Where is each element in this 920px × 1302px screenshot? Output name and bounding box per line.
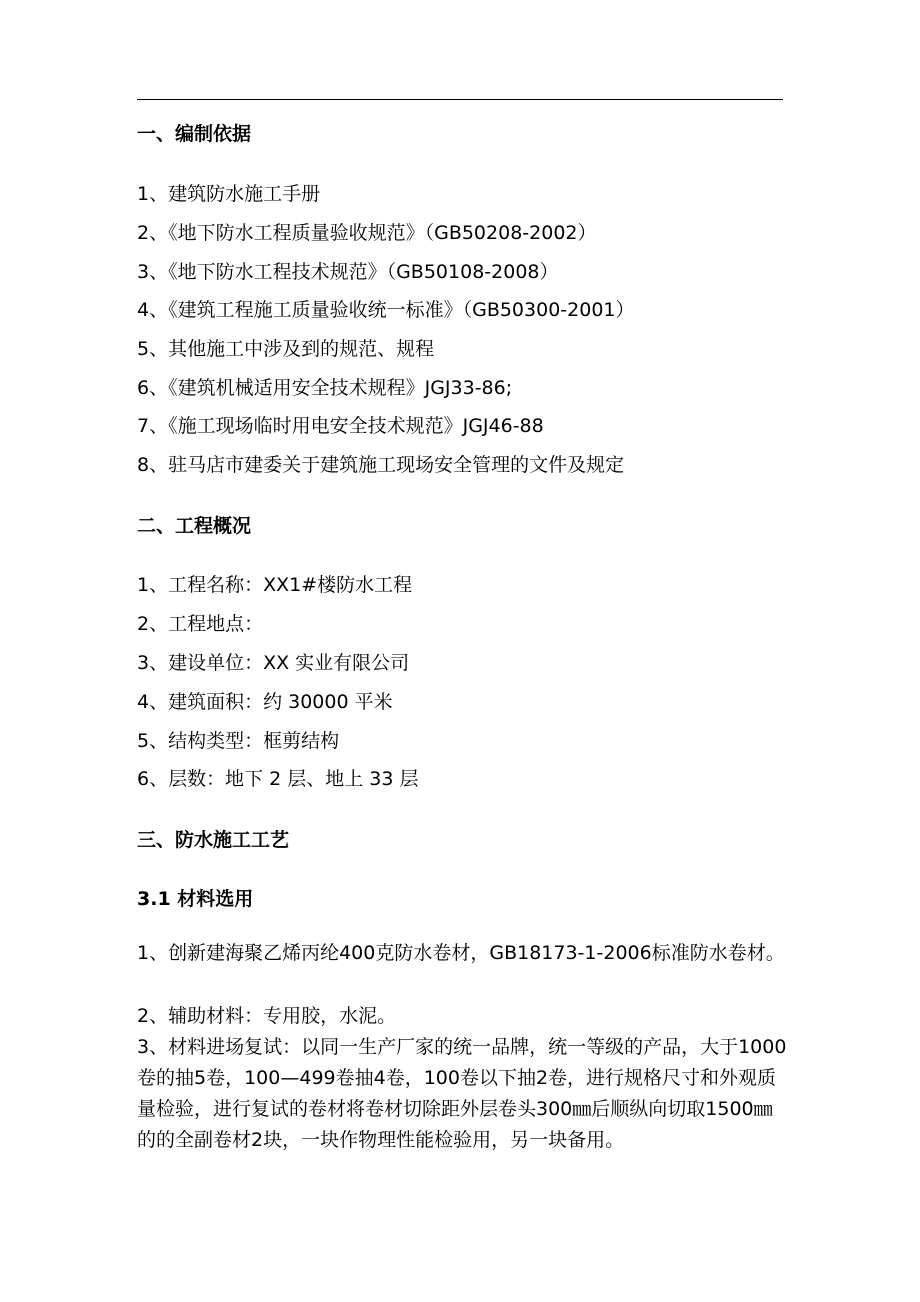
list-item: 6、《建筑机械适用安全技术规程》JGJ33-86; [137, 377, 513, 399]
paragraph: 1、创新建海聚乙烯丙纶400克防水卷材，GB18173-1-2006标准防水卷材。 [137, 942, 785, 964]
section-heading-overview: 二、工程概况 [137, 515, 252, 537]
sub-heading-materials: 3.1 材料选用 [137, 888, 254, 910]
section-heading-process: 三、防水施工工艺 [137, 829, 290, 851]
list-item: 5、其他施工中涉及到的规范、规程 [137, 338, 435, 360]
list-item: 8、驻马店市建委关于建筑施工现场安全管理的文件及规定 [137, 454, 625, 476]
list-item: 5、结构类型：框剪结构 [137, 730, 340, 752]
list-item: 3、《地下防水工程技术规范》（GB50108-2008） [137, 261, 559, 283]
section-heading-basis: 一、编制依据 [137, 123, 252, 145]
list-item: 2、《地下防水工程质量验收规范》（GB50208-2002） [137, 222, 597, 244]
list-item: 3、建设单位：XX 实业有限公司 [137, 652, 410, 674]
list-item: 6、层数：地下 2 层、地上 33 层 [137, 768, 419, 790]
list-item: 4、建筑面积：约 30000 平米 [137, 691, 393, 713]
list-item: 7、《施工现场临时用电安全技术规范》JGJ46-88 [137, 415, 544, 437]
list-item: 1、建筑防水施工手册 [137, 183, 321, 205]
list-item: 1、工程名称：XX1#楼防水工程 [137, 574, 413, 596]
paragraph: 3、材料进场复试：以同一生产厂家的统一品牌，统一等级的产品，大于1000卷的抽5卷，100—499卷抽4卷，100卷以下抽2卷，进行规格尺寸和外观质量检验，进行复试的卷材将卷材切除距外层卷头300㎜后顺纵向切取1500㎜的的全副卷材2块，一块作物理性能检验用，另一块备用。 [137, 1036, 787, 1151]
header-rule [137, 99, 783, 100]
list-item: 2、工程地点： [137, 613, 264, 635]
list-item: 4、《建筑工程施工质量验收统一标准》（GB50300-2001） [137, 299, 635, 321]
paragraph: 2、辅助材料：专用胶，水泥。 [137, 1005, 397, 1027]
